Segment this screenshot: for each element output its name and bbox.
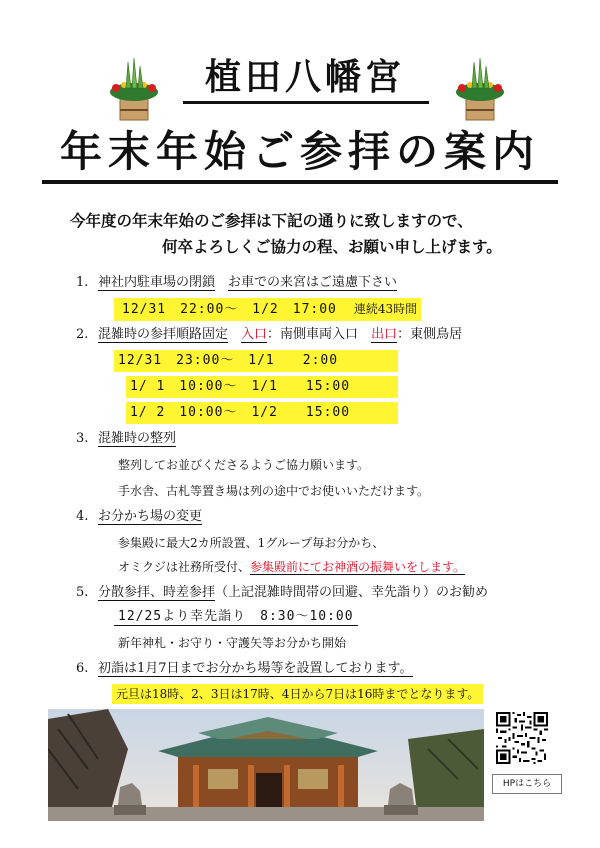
item-2-number: 2. [76, 327, 89, 342]
qr-code-icon[interactable] [496, 712, 548, 764]
item-4-line-2 [118, 558, 465, 576]
item-5-line: 新年神札・お守り・守護矢等お分かち開始 [118, 636, 347, 650]
item-6-note: 元旦は18時、2、3日は17時、4日から7日は16時までとなります。 [112, 684, 483, 704]
item-3-heading [76, 430, 176, 448]
item-2-exit-label: 出口 [371, 327, 398, 342]
item-3-number: 3. [76, 431, 89, 446]
shrine-photo [48, 709, 484, 821]
item-1-heading [76, 274, 397, 292]
item-2-time-highlight-1 [114, 350, 398, 372]
item-2-time-2: 1/ 1 10:00〜 1/1 15:00 [130, 379, 351, 394]
item-2-time-3: 1/ 2 10:00〜 1/2 15:00 [130, 405, 351, 420]
item-6-heading [76, 660, 413, 678]
item-4-number: 4. [76, 509, 89, 524]
item-1-title: 神社内駐車場の閉鎖 [98, 275, 216, 290]
item-4-line-2b: 参集殿前にてお神酒の振舞いをします。 [250, 560, 466, 574]
shrine-name-underline [183, 101, 429, 104]
item-1-note: お車での来宮はご遠慮下さい [228, 275, 398, 290]
kadomatsu-left-icon [106, 58, 162, 124]
shrine-name: 植田八幡宮 [204, 57, 405, 98]
intro-line-1: 今年度の年末年始のご参拝は下記の通りに致しますので、 [70, 211, 473, 230]
item-5-title: 分散参拝、時差参拝 [98, 585, 216, 600]
item-5-time: 12/25より幸先詣り 8:30〜10:00 [114, 608, 358, 626]
item-2-time-1: 12/31 23:00〜 1/1 2:00 [118, 353, 339, 368]
item-6-number: 6. [76, 661, 89, 676]
hp-link-label[interactable]: HPはこちら [492, 774, 562, 794]
item-5-time-row [114, 608, 358, 626]
item-5-number: 5. [76, 585, 89, 600]
item-4-line-1: 参集殿に最大2カ所設置、1グループ毎お分かち、 [118, 536, 385, 550]
item-3-title: 混雑時の整列 [98, 431, 177, 446]
item-2-time-highlight-2 [126, 376, 398, 398]
item-1-time-note: 連続43時間 [353, 302, 418, 316]
item-5-heading [76, 584, 488, 602]
item-4-title: お分かち場の変更 [98, 509, 203, 524]
item-2-entry-label: 入口 [241, 327, 268, 342]
item-2-time-highlight-3 [126, 402, 398, 424]
item-2-title: 混雑時の参拝順路固定 [98, 327, 229, 342]
item-1-number: 1. [76, 275, 89, 290]
item-2-exit-value: ：東側鳥居 [397, 327, 463, 342]
page-title: 年末年始ご参拝の案内 [59, 127, 540, 176]
item-1-time: 12/31 22:00〜 1/2 17:00 [122, 302, 337, 317]
item-1-time-highlight [114, 298, 421, 321]
intro-line-2: 何卒よろしくご協力の程、お願い申し上げます。 [162, 237, 502, 256]
item-4-line-2a: オミクジは社務所受付、 [118, 560, 251, 574]
kadomatsu-right-icon [452, 58, 508, 124]
item-2-entry-value: ：南側車両入口 [267, 327, 359, 342]
item-6-title: 初詣は1月7日までお分かち場等を設置しております。 [98, 661, 413, 676]
title-underline [42, 180, 558, 184]
item-3-line-1: 整列してお並びくださるようご協力願います。 [118, 458, 370, 472]
item-4-heading [76, 508, 202, 526]
item-5-note: （上記混雑時間帯の回避、幸先詣り）のお勧め [215, 585, 489, 600]
item-2-heading [76, 326, 462, 344]
item-3-line-2: 手水舎、古札等置き場は列の途中でお使いいただけます。 [118, 484, 430, 498]
